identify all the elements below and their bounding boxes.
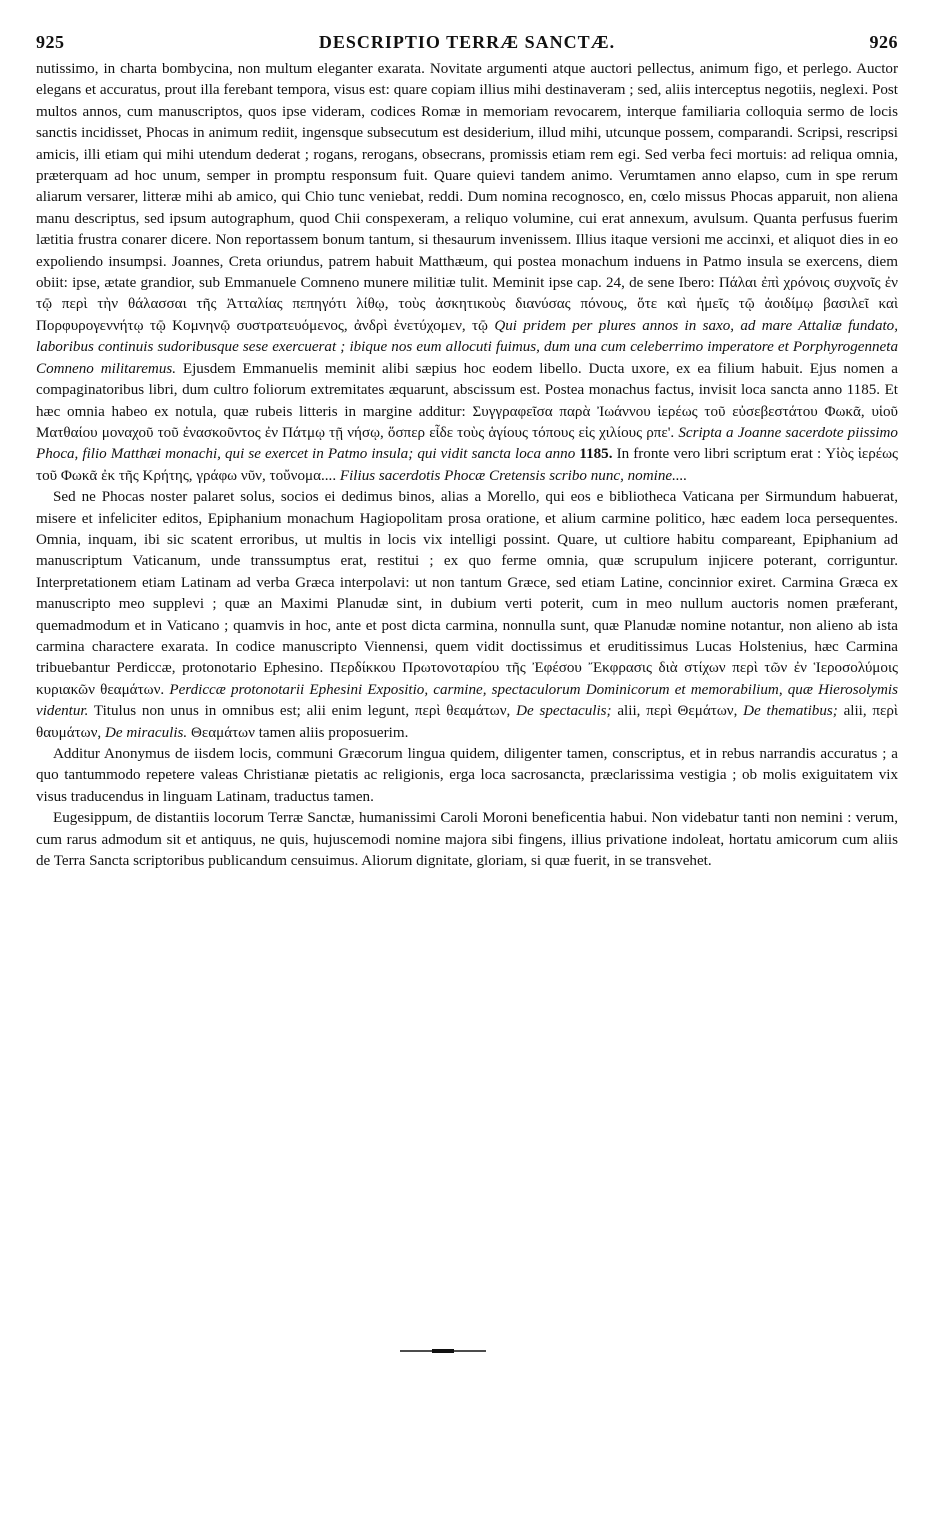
latin-translation: Scripta a Joanne sacerdote piissimo Phoca, filio Matthæi monachi, qui se exercet in Patmo insula; qui vidit sancta loca anno <box>36 424 898 463</box>
text-run: tamen aliis proposuerim. <box>258 724 409 741</box>
greek-word: περὶ Θεμάτων, <box>646 703 738 720</box>
text-run: alii, <box>843 703 867 720</box>
text-run: In fronte vero libri scriptum erat : <box>616 446 822 463</box>
paragraph-2 <box>36 487 898 744</box>
greek-quote: Συγγραφεῖσα παρὰ Ἰωάννου ἱερέως τοῦ εὐσεβεστάτου Φωκᾶ, υἱοῦ Ματθαίου μοναχοῦ τοῦ ἐνασκοῦντος ἐν Πάτμῳ τῇ νήσῳ, ὅσπερ εἶδε τοὺς ἁγίους τόπους εἰς χιλίους ρπε'. <box>36 403 898 441</box>
greek-quote: Υἱὸς ἱερέως τοῦ Φωκᾶ ἐκ τῆς Κρήτης, γράφω νῦν, τοὔνομα.... <box>36 446 899 484</box>
year: 1185. <box>579 446 613 463</box>
greek-word: περὶ θαυμάτων, <box>36 703 898 741</box>
end-ornament-divider <box>400 1348 486 1354</box>
document-page <box>36 32 898 872</box>
text-run: nutissimo, in charta bombycina, non multum eleganter exarata. Novitate argumenti atque auctori pellectus, animum figo, et perlego. Auctor elegans et accuratus, prout illa ferebant tempora, visus est: quare copiam illius mihi destinaveram ; sed, aliis interceptus negotiis, neglexi. Post multos annos, cum manuscriptos, quos ipse videram, codices Romæ in memoriam revocarem, interque familiaria colloquia sermo de locis sanctis incidisset, Phocas in animum rediit, ingensque subsecutum est desiderium, illud mihi, utcunque possem, comparandi. Scripsi, rescripsi amicis, illi etiam qui mihi utendum dederat ; rogans, rerogans, obsecrans, promissis etiam rem egi. Sed verba feci mortuis: ad reliqua omnia, præterquam ad hoc unum, semper in promptu responsum fuit. Quare quievi tandem animo. Verumtamen anno elapso, cum in spe rerum aliarum versarer, litteræ mihi ab amico, qui Chio tunc veniebat, reddi. Dum nomina recognosco, en, cœlo missus Phocas apparuit, non aliena manu descriptus, sed ipsum autographum, quod Chii conspexeram, a reliquo volumine, cui erat annexum, avulsum. Quanta perfusus fuerim lætitia frustra conarer dicere. Non reportassem bonum tantum, si thesaurum invenissem. Illius itaque versioni me accinxi, et aliquot dies in eo expoliendo insumpsi. Joannes, Creta oriundus, patrem habuit Matthæum, qui postea monachum induens in Patmo insula se exercens, diem obiit: ipse, ætate grandior, sub Emmanuele Comneno munere militiæ tulit. Meminit ipse cap. 24, de sene Ibero: <box>36 61 898 292</box>
running-title: DESCRIPTIO TERRÆ SANCTÆ. <box>318 32 616 52</box>
greek-quote: Περδίκκου Πρωτονοταρίου τῆς Ἐφέσου Ἔκφρασις διὰ στίχων περὶ τῶν ἐν Ἱεροσολύμοις κυριακῶν θεαμάτων. <box>36 660 898 698</box>
greek-quote: Πάλαι ἐπὶ χρόνοις συχνοῖς ἐν τῷ περὶ τὴν θάλασσαι τῆς Ἀτταλίας πεπηγότι λίθῳ, τοὺς ἀσκητικοὺς διανύσας πόνους, ὅτε καὶ ἡμεῖς τῷ ἀοιδίμῳ βασιλεῖ καὶ Πορφυρογεννήτῳ τῷ Κομνηνῷ συστρατευόμενος, ἀνδρὶ ἐνετύχομεν, τῷ <box>36 275 898 334</box>
paragraph-1 <box>36 59 898 487</box>
greek-word: περὶ θεαμάτων, <box>414 703 511 720</box>
latin-translation: Filius sacerdotis Phocæ Cretensis scribo nunc, nomine.... <box>339 467 688 484</box>
latin-translation: Qui pridem per plures annos in saxo, ad mare Attaliæ fundato, laboribus continuis sudoribusque sese exercuerat ; ibique nos eum allocuti fuimus, dum una cum celeberrimo imperatore et Porphyrogenneta Comneno militaremus. <box>36 317 899 377</box>
body-text <box>36 59 898 872</box>
page-number-left: 925 <box>36 32 65 52</box>
text-run: Titulus non unus in omnibus est; alii enim legunt, <box>93 703 410 720</box>
greek-word: Θεαμάτων <box>190 724 255 741</box>
running-header <box>36 32 898 53</box>
text-run: Sed ne Phocas noster palaret solus, socios ei dedimus binos, alias a Morello, qui eos e bibliotheca Vaticana per Sirmundum habuerat, misere et infeliciter editos, Epiphanium monachum Hagiopolitam prosa oratione, et alium carmine politico, hæc eadem loca persequentes. Omnia, inquam, ibi sic scatent erroribus, ut multis in locis vix intelligi possint. Quare, ut cultiore habitu compareant, Epiphanium ad manuscriptum Vaticanum, unde transsumptus erat, restitui ; ex quo ferme omnia, quæ scrupulum injicere poterant, corriguntur. Interpretationem etiam Latinam ad verba Græca interpolavi: ut non tantum Græce, sed etiam Latine, concinnior exiret. Carmina Græca ex manuscripto meo supplevi ; quæ an Maximi Planudæ sint, in dubium verti poterit, cum in meo nullum auctoris nomen præferant, quemadmodum et in Vaticano ; quamvis in hoc, ante et post dicta carmina, nonnulla sunt, quæ Planudæ nomine notantur, non alieno ab ista carmina charactere exarata. In codice manuscripto Viennensi, quem vidit doctissimus et eruditissimus Lucas Holstenius, hæc Carmina tribuebantur Perdiccæ, protonotario Ephesino. <box>36 489 898 677</box>
text-run: Ejusdem Emmanuelis meminit alibi sæpius hoc eodem libello. Ducta uxore, ex ea filium habuit. Ejus nomen a compaginatoribus libri, dum cultro foliorum extremitates æquarunt, abscissum est. Postea monachus factus, invisit loca sancta anno 1185. Et hæc omnia habeo ex notula, quæ rubeis litteris in margine additur: <box>36 360 898 420</box>
paragraph-4: Eugesippum, de distantiis locorum Terræ Sanctæ, humanissimi Caroli Moroni beneficentia habui. Non videbatur tanti non nemini : verum, cum rarus admodum sit et antiquus, ne quis, hujuscemodi nomine majora sibi fingens, illius privatione indoleat, hortatu amicorum cum aliis de Terra Sancta scriptoribus publicandum censuimus. Aliorum dignitate, gloriam, si quæ fuerit, in se transvehet. <box>36 810 898 870</box>
page-number-right: 926 <box>869 32 898 52</box>
latin-word: De miraculis. <box>105 724 188 741</box>
paragraph-3: Additur Anonymus de iisdem locis, communi Græcorum lingua quidem, diligenter tamen, conscriptus, et in rebus narrandis accuratus ; a quo tantummodo repetere valeas Christianæ pietatis ac religionis, erga loca sacrosancta, præclarissima vestigia ; ob molis exiguitatem vix visus traducendus in linguam Latinam, traductus tamen. <box>36 746 898 805</box>
text-run: alii, <box>617 703 641 720</box>
latin-translation: Perdiccæ protonotarii Ephesini Expositio, carmine, spectaculorum Dominicorum et memorabilium, quæ Hierosolymis videntur. <box>36 681 899 720</box>
latin-word: De thematibus; <box>743 703 838 720</box>
latin-word: De spectaculis; <box>516 703 612 720</box>
